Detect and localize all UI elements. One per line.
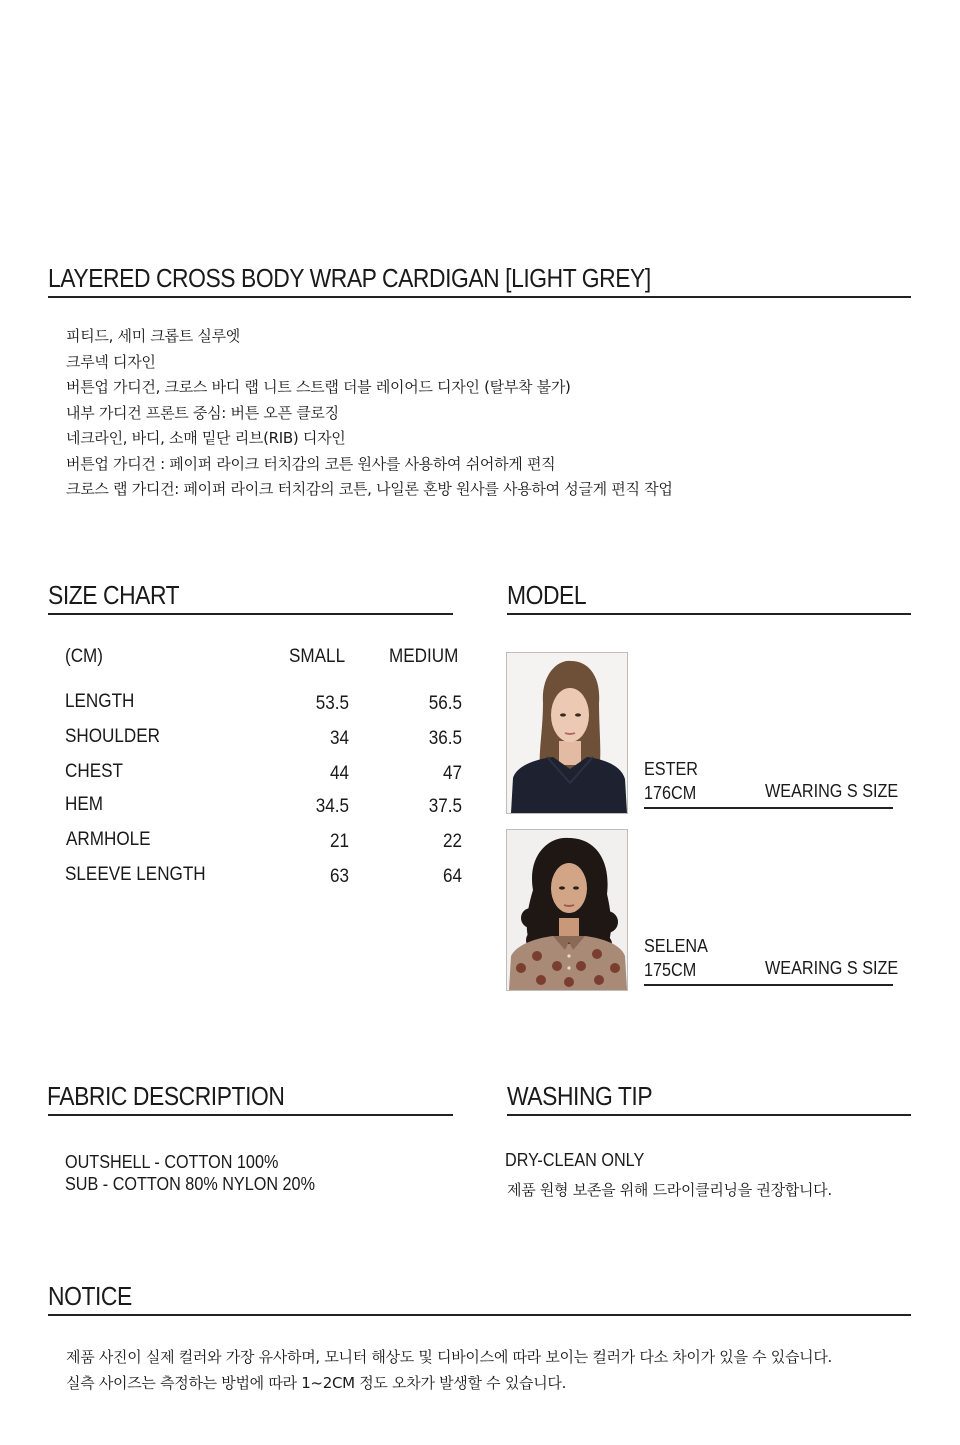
washing-tip-title: WASHING TIP <box>507 1081 653 1111</box>
description-line: 버튼업 가디건, 크로스 바디 랩 니트 스트랩 더블 레이어드 디자인 (탈부착 불가) <box>66 378 571 396</box>
description-line: 피티드, 세미 크롭트 실루엣 <box>66 327 240 345</box>
size-chart-cell: 37.5 <box>428 796 462 817</box>
size-chart-cell: 21 <box>329 831 349 852</box>
size-chart-row-label: ARMHOLE <box>66 829 151 850</box>
size-chart-row-label: CHEST <box>65 761 123 782</box>
product-title: LAYERED CROSS BODY WRAP CARDIGAN [LIGHT GREY] <box>48 263 651 293</box>
fabric-divider <box>48 1114 453 1116</box>
size-chart-divider <box>48 613 453 615</box>
description-line: 버튼업 가디건 : 페이퍼 라이크 터치감의 코튼 원사를 사용하여 쉬어하게 편직 <box>66 454 556 473</box>
size-chart-cell: 22 <box>442 831 462 852</box>
model-divider <box>644 984 893 986</box>
description-line: 크루넥 디자인 <box>66 352 156 371</box>
size-chart-cell: 44 <box>329 763 349 784</box>
model-divider <box>507 613 911 615</box>
size-chart-row-label: HEM <box>65 794 104 815</box>
size-chart-column-header: SMALL <box>289 646 346 667</box>
fabric-line: OUTSHELL - COTTON 100% <box>65 1152 279 1172</box>
product-description <box>66 324 673 503</box>
size-chart-column-header: MEDIUM <box>389 646 459 667</box>
model-divider <box>644 807 893 809</box>
size-chart-cell: 56.5 <box>428 693 462 714</box>
model-photo-selena <box>506 829 628 991</box>
washing-tip-divider <box>507 1114 911 1116</box>
model-photo-ester <box>506 652 628 814</box>
model-title: MODEL <box>507 580 587 610</box>
size-chart-row-label: SLEEVE LENGTH <box>65 864 206 885</box>
size-chart-cell: 63 <box>329 866 349 887</box>
model-height: 176CM <box>644 783 697 803</box>
size-chart-cell: 47 <box>442 763 462 784</box>
size-chart-cell: 64 <box>442 866 462 887</box>
model-height: 175CM <box>644 960 697 980</box>
washing-instruction: DRY-CLEAN ONLY <box>505 1150 645 1170</box>
model-name: ESTER <box>644 759 699 779</box>
model-wearing-size: WEARING S SIZE <box>765 958 899 978</box>
notice-title: NOTICE <box>48 1281 132 1311</box>
description-line: 크로스 랩 가디건: 페이퍼 라이크 터치감의 코튼, 나일론 혼방 원사를 사용하여 성글게 편직 작업 <box>66 480 673 498</box>
size-chart-cell: 53.5 <box>315 693 349 714</box>
size-chart-cell: 34 <box>329 728 349 749</box>
notice-divider <box>48 1314 911 1316</box>
description-line: 내부 가디건 프론트 중심: 버튼 오픈 클로징 <box>66 403 339 422</box>
size-chart-row-label: LENGTH <box>65 691 135 712</box>
size-chart-unit-label: (CM) <box>65 646 103 667</box>
model-wearing-size: WEARING S SIZE <box>765 781 899 801</box>
notice-line: 제품 사진이 실제 컬러와 가장 유사하며, 모니터 해상도 및 디바이스에 따라 보이는 컬러가 다소 차이가 있을 수 있습니다. <box>66 1348 833 1366</box>
title-divider <box>48 296 911 298</box>
washing-note: 제품 원형 보존을 위해 드라이클리닝을 권장합니다. <box>507 1181 832 1199</box>
size-chart-title: SIZE CHART <box>48 580 180 610</box>
fabric-line: SUB - COTTON 80% NYLON 20% <box>65 1174 315 1194</box>
size-chart-cell: 36.5 <box>428 728 462 749</box>
size-chart-cell: 34.5 <box>315 796 349 817</box>
description-line: 네크라인, 바디, 소매 밑단 리브(RIB) 디자인 <box>66 429 346 447</box>
notice-line: 실측 사이즈는 측정하는 방법에 따라 1~2CM 정도 오차가 발생할 수 있습니다. <box>66 1374 567 1392</box>
model-name: SELENA <box>644 936 708 956</box>
size-chart-row-label: SHOULDER <box>65 726 161 747</box>
fabric-title: FABRIC DESCRIPTION <box>47 1081 285 1111</box>
